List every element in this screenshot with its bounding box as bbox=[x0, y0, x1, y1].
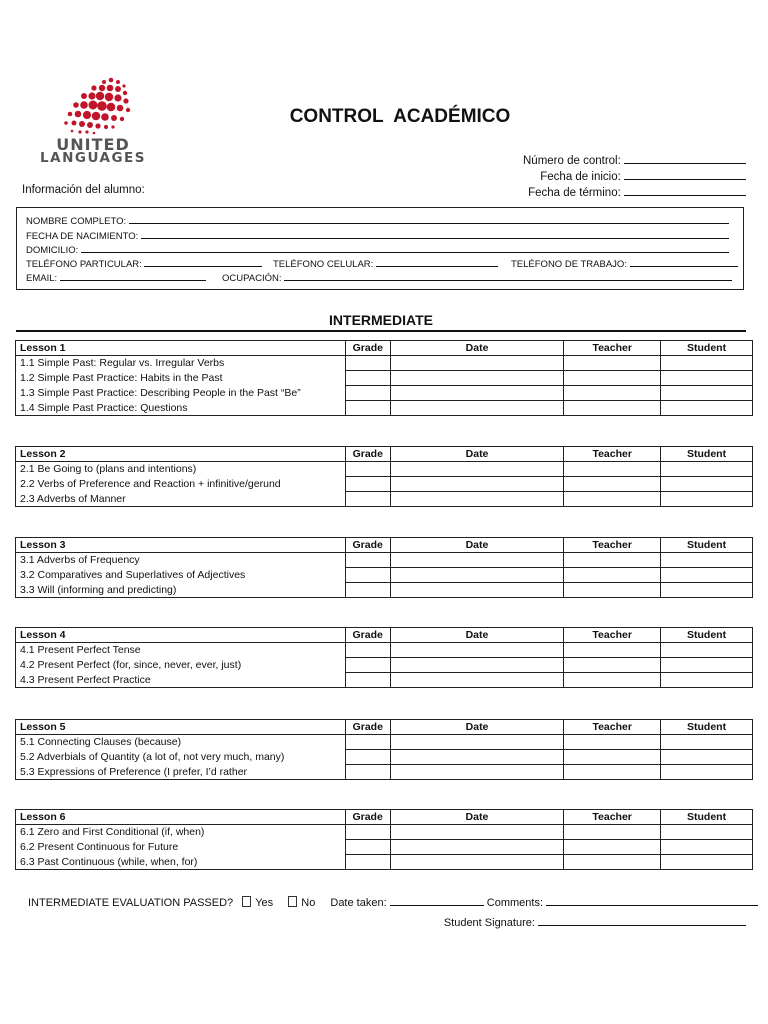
lesson-title: Lesson 5 bbox=[16, 720, 346, 735]
teacher-cell[interactable] bbox=[564, 477, 661, 492]
evaluation-row bbox=[28, 894, 758, 909]
topic-row bbox=[16, 643, 753, 658]
grade-cell[interactable] bbox=[345, 765, 390, 780]
topic-row bbox=[16, 735, 753, 750]
occupation-label: OCUPACIÓN: bbox=[222, 273, 282, 284]
grade-cell[interactable] bbox=[345, 673, 390, 688]
lesson-table bbox=[15, 719, 753, 780]
lesson-table bbox=[15, 809, 753, 870]
teacher-cell[interactable] bbox=[564, 583, 661, 598]
column-header-grade: Grade bbox=[345, 810, 390, 825]
topic-label: 3.1 Adverbs of Frequency bbox=[16, 553, 346, 568]
address-line[interactable] bbox=[81, 241, 729, 253]
column-header-date: Date bbox=[390, 538, 564, 553]
no-label: No bbox=[301, 897, 316, 909]
address-field[interactable] bbox=[26, 241, 729, 256]
date-cell[interactable] bbox=[390, 658, 564, 673]
student-cell[interactable] bbox=[661, 735, 753, 750]
student-cell[interactable] bbox=[661, 658, 753, 673]
control-number-label: Número de control: bbox=[523, 155, 621, 167]
topic-label: 1.1 Simple Past: Regular vs. Irregular Verbs bbox=[16, 356, 346, 371]
student-cell[interactable] bbox=[661, 583, 753, 598]
lesson-header-row bbox=[16, 341, 753, 356]
cell-phone-label: TELÉFONO CELULAR: bbox=[273, 259, 374, 270]
date-cell[interactable] bbox=[390, 825, 564, 840]
grade-cell[interactable] bbox=[345, 658, 390, 673]
topic-label: 4.3 Present Perfect Practice bbox=[16, 673, 346, 688]
teacher-cell[interactable] bbox=[564, 371, 661, 386]
column-header-date: Date bbox=[390, 810, 564, 825]
column-header-student: Student bbox=[661, 538, 753, 553]
grade-cell[interactable] bbox=[345, 735, 390, 750]
topic-row bbox=[16, 658, 753, 673]
grade-cell[interactable] bbox=[345, 583, 390, 598]
birth-date-field[interactable] bbox=[26, 227, 729, 242]
topic-row bbox=[16, 477, 753, 492]
topic-label: 3.3 Will (informing and predicting) bbox=[16, 583, 346, 598]
grade-cell[interactable] bbox=[345, 568, 390, 583]
student-cell[interactable] bbox=[661, 825, 753, 840]
home-phone-line[interactable] bbox=[144, 255, 262, 267]
column-header-grade: Grade bbox=[345, 720, 390, 735]
student-cell[interactable] bbox=[661, 765, 753, 780]
grade-cell[interactable] bbox=[345, 750, 390, 765]
lesson-table bbox=[15, 627, 753, 688]
topic-label: 4.1 Present Perfect Tense bbox=[16, 643, 346, 658]
signature-line[interactable] bbox=[538, 914, 746, 926]
student-cell[interactable] bbox=[661, 568, 753, 583]
column-header-student: Student bbox=[661, 447, 753, 462]
date-cell[interactable] bbox=[390, 840, 564, 855]
lesson-header-row bbox=[16, 810, 753, 825]
start-date-field[interactable] bbox=[540, 168, 746, 183]
topic-row bbox=[16, 386, 753, 401]
birth-date-line[interactable] bbox=[141, 227, 729, 239]
date-taken-line[interactable] bbox=[390, 894, 484, 906]
student-cell[interactable] bbox=[661, 840, 753, 855]
teacher-cell[interactable] bbox=[564, 462, 661, 477]
topic-row bbox=[16, 462, 753, 477]
end-date-line[interactable] bbox=[624, 184, 746, 196]
date-cell[interactable] bbox=[390, 462, 564, 477]
column-header-grade: Grade bbox=[345, 447, 390, 462]
start-date-label: Fecha de inicio: bbox=[540, 171, 621, 183]
teacher-cell[interactable] bbox=[564, 765, 661, 780]
date-cell[interactable] bbox=[390, 371, 563, 386]
email-field[interactable] bbox=[26, 269, 206, 284]
date-cell[interactable] bbox=[390, 765, 564, 780]
lesson-title: Lesson 1 bbox=[16, 341, 346, 356]
grade-cell[interactable] bbox=[345, 386, 390, 401]
date-cell[interactable] bbox=[390, 750, 564, 765]
teacher-cell[interactable] bbox=[564, 643, 661, 658]
signature-row bbox=[444, 914, 746, 929]
topic-row bbox=[16, 492, 753, 507]
grade-cell[interactable] bbox=[345, 477, 390, 492]
teacher-cell[interactable] bbox=[564, 568, 661, 583]
cell-phone-field[interactable] bbox=[273, 255, 498, 270]
student-cell[interactable] bbox=[661, 855, 753, 870]
topic-label: 1.4 Simple Past Practice: Questions bbox=[16, 401, 346, 416]
topic-row bbox=[16, 825, 753, 840]
column-header-teacher: Teacher bbox=[564, 538, 661, 553]
column-header-date: Date bbox=[390, 720, 564, 735]
email-label: EMAIL: bbox=[26, 273, 58, 284]
grade-cell[interactable] bbox=[345, 643, 390, 658]
topic-label: 1.2 Simple Past Practice: Habits in the Past bbox=[16, 371, 346, 386]
topic-row bbox=[16, 356, 753, 371]
topic-row bbox=[16, 673, 753, 688]
occupation-field[interactable] bbox=[222, 269, 732, 284]
occupation-line[interactable] bbox=[284, 269, 732, 281]
student-cell[interactable] bbox=[661, 356, 753, 371]
email-line[interactable] bbox=[60, 269, 206, 281]
column-header-student: Student bbox=[661, 341, 753, 356]
topic-label: 1.3 Simple Past Practice: Describing People in the Past “Be” bbox=[16, 386, 346, 401]
topic-label: 2.2 Verbs of Preference and Reaction + infinitive/gerund bbox=[16, 477, 346, 492]
topic-row bbox=[16, 371, 753, 386]
column-header-grade: Grade bbox=[345, 538, 390, 553]
student-info-box bbox=[16, 207, 744, 290]
column-header-grade: Grade bbox=[345, 628, 390, 643]
topic-label: 5.1 Connecting Clauses (because) bbox=[16, 735, 346, 750]
control-number-field[interactable] bbox=[523, 152, 746, 167]
topic-row bbox=[16, 750, 753, 765]
no-checkbox[interactable] bbox=[288, 896, 297, 907]
lesson-table bbox=[15, 446, 753, 507]
date-cell[interactable] bbox=[390, 553, 564, 568]
lesson-header-row bbox=[16, 628, 753, 643]
column-header-teacher: Teacher bbox=[564, 447, 661, 462]
start-date-line[interactable] bbox=[624, 168, 746, 180]
topic-row bbox=[16, 553, 753, 568]
date-cell[interactable] bbox=[390, 855, 564, 870]
topic-label: 6.3 Past Continuous (while, when, for) bbox=[16, 855, 346, 870]
grade-cell[interactable] bbox=[345, 840, 390, 855]
work-phone-field[interactable] bbox=[511, 255, 738, 270]
column-header-teacher: Teacher bbox=[564, 810, 661, 825]
comments-line[interactable] bbox=[546, 894, 758, 906]
teacher-cell[interactable] bbox=[564, 855, 661, 870]
teacher-cell[interactable] bbox=[564, 750, 661, 765]
evaluation-passed-label: INTERMEDIATE EVALUATION PASSED? bbox=[28, 897, 234, 909]
column-header-date: Date bbox=[390, 447, 564, 462]
lesson-title: Lesson 4 bbox=[16, 628, 346, 643]
lesson-header-row bbox=[16, 720, 753, 735]
student-cell[interactable] bbox=[661, 553, 753, 568]
section-title: INTERMEDIATE bbox=[329, 312, 433, 328]
teacher-cell[interactable] bbox=[564, 553, 661, 568]
teacher-cell[interactable] bbox=[564, 356, 661, 371]
grade-cell[interactable] bbox=[345, 371, 390, 386]
cell-phone-line[interactable] bbox=[376, 255, 498, 267]
topic-label: 2.1 Be Going to (plans and intentions) bbox=[16, 462, 346, 477]
no-option[interactable] bbox=[288, 897, 315, 909]
page-title: CONTROL ACADÉMICO bbox=[289, 106, 511, 127]
column-header-teacher: Teacher bbox=[564, 720, 661, 735]
date-cell[interactable] bbox=[390, 568, 564, 583]
topic-row bbox=[16, 401, 753, 416]
lesson-header-row bbox=[16, 447, 753, 462]
address-label: DOMICILIO: bbox=[26, 245, 79, 256]
student-cell[interactable] bbox=[661, 492, 753, 507]
date-cell[interactable] bbox=[390, 386, 563, 401]
date-cell[interactable] bbox=[390, 477, 564, 492]
teacher-cell[interactable] bbox=[564, 825, 661, 840]
signature-label: Student Signature: bbox=[443, 917, 535, 929]
full-name-field[interactable] bbox=[26, 212, 729, 227]
end-date-label: Fecha de término: bbox=[528, 187, 621, 199]
student-cell[interactable] bbox=[661, 371, 753, 386]
topic-row bbox=[16, 583, 753, 598]
home-phone-field[interactable] bbox=[26, 255, 262, 270]
work-phone-label: TELÉFONO DE TRABAJO: bbox=[511, 259, 627, 270]
topic-label: 6.2 Present Continuous for Future bbox=[16, 840, 346, 855]
date-cell[interactable] bbox=[390, 356, 563, 371]
lesson-title: Lesson 2 bbox=[16, 447, 346, 462]
united-languages-logo bbox=[20, 74, 165, 169]
column-header-teacher: Teacher bbox=[564, 628, 661, 643]
date-cell[interactable] bbox=[390, 673, 564, 688]
grade-cell[interactable] bbox=[345, 462, 390, 477]
topic-label: 5.2 Adverbials of Quantity (a lot of, not very much, many) bbox=[16, 750, 346, 765]
column-header-date: Date bbox=[390, 628, 564, 643]
teacher-cell[interactable] bbox=[564, 401, 661, 416]
student-cell[interactable] bbox=[661, 750, 753, 765]
grade-cell[interactable] bbox=[345, 356, 390, 371]
teacher-cell[interactable] bbox=[564, 386, 661, 401]
logo-text-languages: LANGUAGES bbox=[40, 150, 146, 166]
control-number-line[interactable] bbox=[624, 152, 746, 164]
teacher-cell[interactable] bbox=[564, 673, 661, 688]
yes-label: Yes bbox=[255, 897, 274, 909]
column-header-student: Student bbox=[661, 720, 753, 735]
student-cell[interactable] bbox=[661, 386, 753, 401]
column-header-student: Student bbox=[661, 810, 753, 825]
date-cell[interactable] bbox=[390, 735, 564, 750]
grade-cell[interactable] bbox=[345, 492, 390, 507]
lesson-table bbox=[15, 537, 753, 598]
topic-row bbox=[16, 840, 753, 855]
teacher-cell[interactable] bbox=[564, 735, 661, 750]
topic-label: 5.3 Expressions of Preference (I prefer, I’d rather bbox=[16, 765, 346, 780]
student-cell[interactable] bbox=[661, 477, 753, 492]
comments-label: Comments: bbox=[486, 897, 544, 909]
birth-date-label: FECHA DE NACIMIENTO: bbox=[26, 231, 139, 242]
date-taken-label: Date taken: bbox=[330, 897, 387, 909]
topic-label: 3.2 Comparatives and Superlatives of Adjectives bbox=[16, 568, 346, 583]
column-header-student: Student bbox=[661, 628, 753, 643]
grade-cell[interactable] bbox=[345, 553, 390, 568]
full-name-line[interactable] bbox=[129, 212, 729, 224]
full-name-label: NOMBRE COMPLETO: bbox=[26, 216, 127, 227]
date-cell[interactable] bbox=[390, 583, 564, 598]
column-header-teacher: Teacher bbox=[564, 341, 661, 356]
teacher-cell[interactable] bbox=[564, 492, 661, 507]
topic-label: 4.2 Present Perfect (for, since, never, ever, just) bbox=[16, 658, 346, 673]
lesson-table bbox=[15, 340, 753, 416]
student-info-label: Información del alumno: bbox=[22, 184, 145, 196]
date-cell[interactable] bbox=[390, 643, 564, 658]
topic-row bbox=[16, 855, 753, 870]
home-phone-label: TELÉFONO PARTICULAR: bbox=[26, 259, 142, 270]
topic-label: 6.1 Zero and First Conditional (if, when) bbox=[16, 825, 346, 840]
date-cell[interactable] bbox=[390, 401, 563, 416]
logo-text-united: UNITED bbox=[56, 135, 130, 154]
student-cell[interactable] bbox=[661, 401, 753, 416]
topic-row bbox=[16, 765, 753, 780]
work-phone-line[interactable] bbox=[630, 255, 738, 267]
topic-row bbox=[16, 568, 753, 583]
lesson-title: Lesson 3 bbox=[16, 538, 346, 553]
grade-cell[interactable] bbox=[345, 855, 390, 870]
lesson-header-row bbox=[16, 538, 753, 553]
logo-dots-graphic bbox=[20, 74, 165, 136]
topic-label: 2.3 Adverbs of Manner bbox=[16, 492, 346, 507]
lesson-title: Lesson 6 bbox=[16, 810, 346, 825]
student-cell[interactable] bbox=[661, 462, 753, 477]
date-cell[interactable] bbox=[390, 492, 564, 507]
yes-checkbox[interactable] bbox=[242, 896, 251, 907]
column-header-date: Date bbox=[390, 341, 563, 356]
end-date-field[interactable] bbox=[528, 184, 746, 199]
teacher-cell[interactable] bbox=[564, 658, 661, 673]
grade-cell[interactable] bbox=[345, 401, 390, 416]
student-cell[interactable] bbox=[661, 643, 753, 658]
grade-cell[interactable] bbox=[345, 825, 390, 840]
section-divider bbox=[16, 330, 746, 332]
student-cell[interactable] bbox=[661, 673, 753, 688]
yes-option[interactable] bbox=[242, 897, 273, 909]
teacher-cell[interactable] bbox=[564, 840, 661, 855]
column-header-grade: Grade bbox=[345, 341, 390, 356]
